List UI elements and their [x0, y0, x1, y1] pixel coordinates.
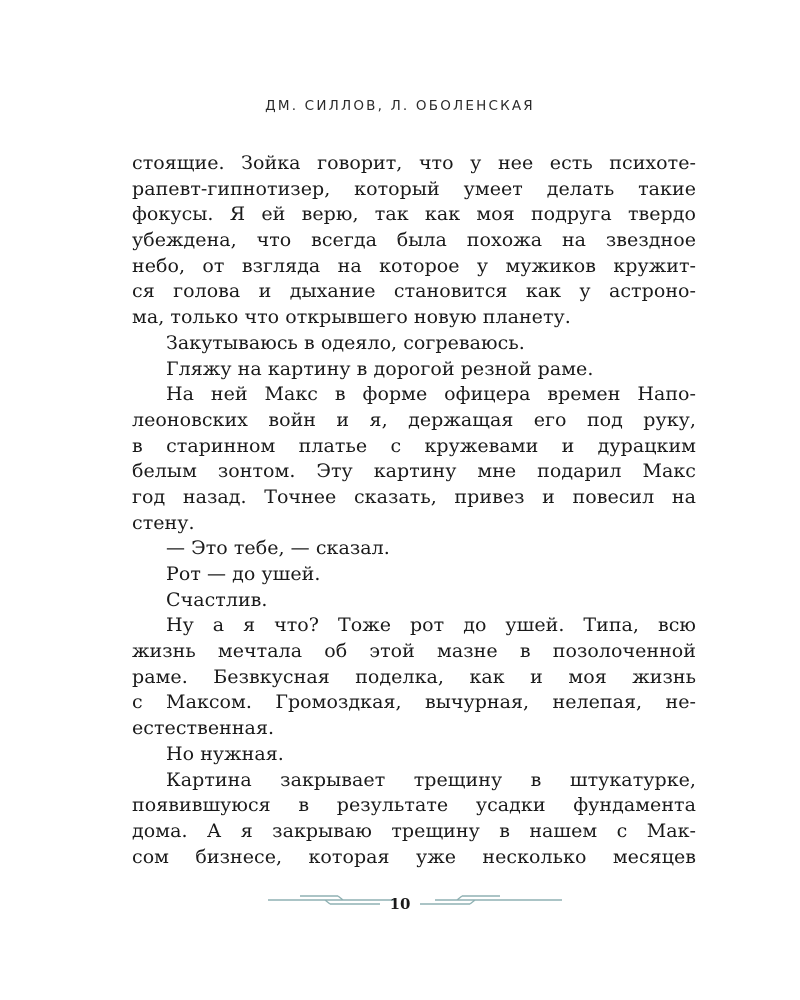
text-line: Счастлив. [166, 588, 268, 611]
text-line: На ней Макс в форме офицера времен Напо- [166, 383, 696, 406]
text-line: убеждена, что всегда была похожа на звездное [132, 229, 696, 252]
page-footer [0, 890, 800, 920]
text-line: стену. [132, 511, 195, 534]
text-line: появившуюся в результате усадки фундамента [132, 794, 696, 817]
text-line: Ну а я что? Тоже рот до ушей. Типа, всю [166, 614, 696, 637]
text-line: ма, только что открывшего новую планету. [132, 306, 571, 329]
body-text [132, 151, 696, 870]
text-line: в старинном платье с кружевами и дурацким [132, 434, 696, 457]
text-line: ся голова и дыхание становится как у астроно- [132, 280, 696, 303]
text-line: небо, от взгляда на которое у мужиков кружит- [132, 254, 696, 277]
text-line: белым зонтом. Эту картину мне подарил Макс [132, 460, 696, 483]
text-line: Закутываюсь в одеяло, согреваюсь. [166, 331, 525, 354]
text-line: Картина закрывает трещину в штукатурке, [166, 768, 696, 791]
text-line: естественная. [132, 717, 275, 740]
text-line: раме. Безвкусная поделка, как и моя жизнь [132, 665, 696, 688]
text-line: Гляжу на картину в дорогой резной раме. [166, 357, 594, 380]
text-line: фокусы. Я ей верю, так как моя подруга твердо [132, 203, 696, 226]
text-line: год назад. Точнее сказать, привез и повесил на [132, 485, 696, 508]
text-line: Но нужная. [166, 742, 284, 765]
text-line: Рот — до ушей. [166, 563, 321, 585]
page-number: 10 [389, 895, 411, 913]
text-line: стоящие. Зойка говорит, что у нее есть психоте- [132, 152, 696, 174]
text-line: жизнь мечтала об этой мазне в позолоченной [132, 640, 696, 663]
text-line: с Максом. Громоздкая, вычурная, нелепая, не- [132, 691, 696, 714]
text-line: леоновских войн и я, держащая его под руку, [132, 408, 696, 431]
text-line: сом бизнесе, которая уже несколько месяцев [132, 845, 696, 868]
text-line: рапевт-гипнотизер, который умеет делать такие [132, 177, 696, 200]
text-line: дома. А я закрываю трещину в нашем с Мак- [132, 819, 696, 842]
text-line: — Это тебе, — сказал. [166, 537, 390, 560]
running-header: ДМ. СИЛЛОВ, Л. ОБОЛЕНСКАЯ [265, 98, 535, 114]
